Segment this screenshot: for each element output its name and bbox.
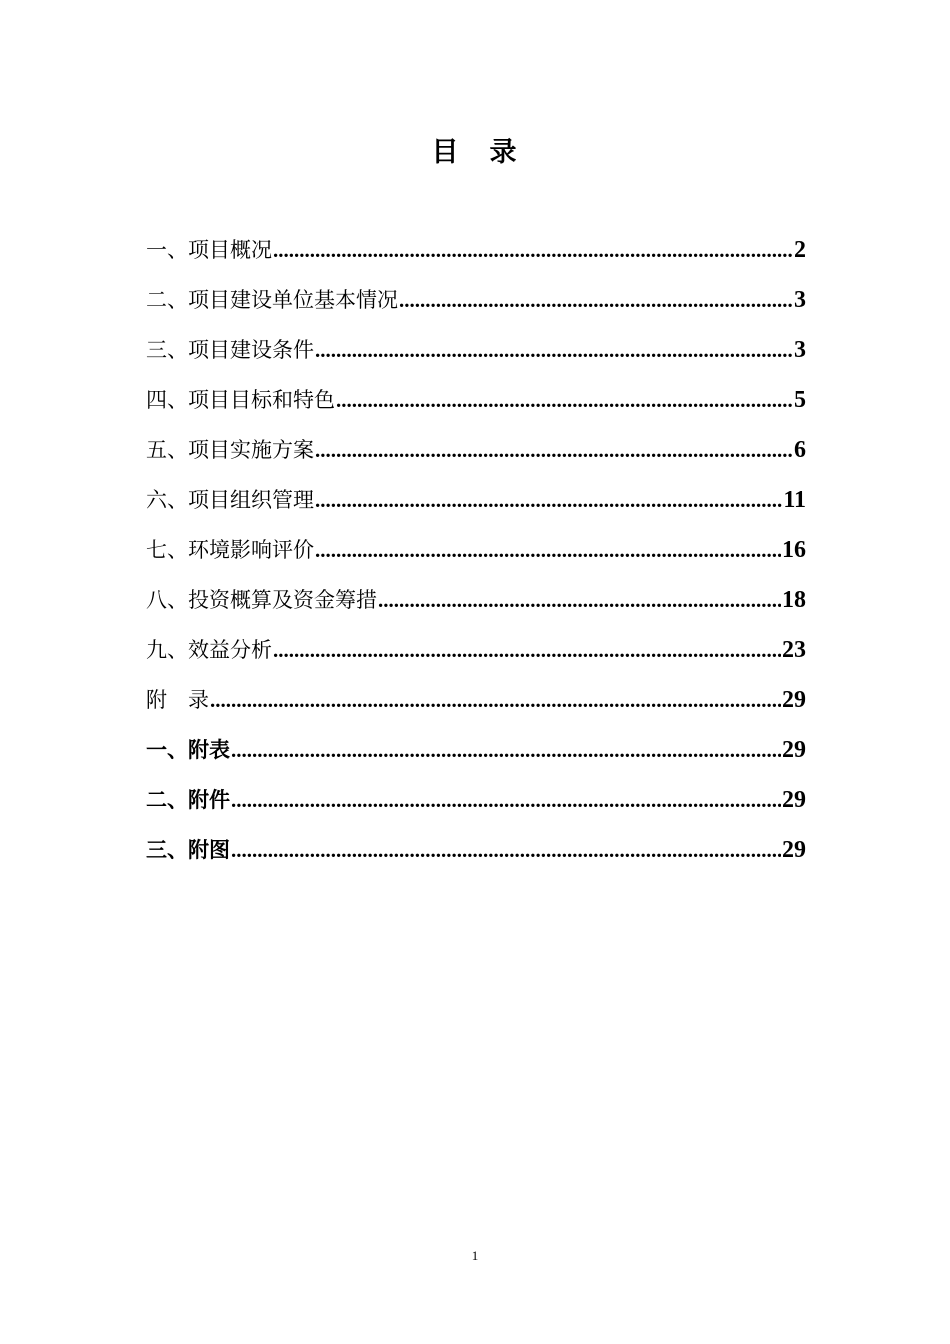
toc-entry-page: 29	[782, 687, 806, 713]
page-title: 目 录	[431, 137, 519, 168]
toc-entry-label: 三、附图	[146, 838, 230, 862]
toc-entry-label: 二、附件	[146, 788, 230, 812]
toc-entry-page: 3	[794, 287, 806, 313]
toc-dot-leader	[315, 432, 793, 468]
toc-entry-investment[interactable]	[146, 582, 806, 632]
toc-dot-leader	[315, 532, 781, 568]
toc-entry-page: 2	[794, 237, 806, 263]
toc-entry-label: 四、项目目标和特色	[146, 388, 335, 412]
toc-entry-label: 五、项目实施方案	[146, 438, 314, 462]
toc-entry-label: 三、项目建设条件	[146, 338, 314, 362]
table-of-contents	[146, 232, 806, 882]
toc-entry-page: 23	[782, 637, 806, 663]
toc-entry-environment[interactable]	[146, 532, 806, 582]
toc-entry-label: 九、效益分析	[146, 638, 272, 662]
toc-dot-leader	[231, 832, 781, 868]
toc-entry-attached-figures[interactable]	[146, 832, 806, 882]
toc-entry-attachments[interactable]	[146, 782, 806, 832]
toc-entry-appendix[interactable]	[146, 682, 806, 732]
toc-dot-leader	[336, 382, 793, 418]
toc-entry-page: 3	[794, 337, 806, 363]
toc-entry-management[interactable]	[146, 482, 806, 532]
toc-entry-label: 八、投资概算及资金筹措	[146, 588, 377, 612]
toc-entry-unit-info[interactable]	[146, 282, 806, 332]
toc-entry-page: 18	[782, 587, 806, 613]
toc-dot-leader	[399, 282, 793, 318]
toc-entry-label: 二、项目建设单位基本情况	[146, 288, 398, 312]
toc-entry-label: 一、项目概况	[146, 238, 272, 262]
toc-entry-attached-tables[interactable]	[146, 732, 806, 782]
toc-entry-label: 六、项目组织管理	[146, 488, 314, 512]
toc-dot-leader	[273, 632, 781, 668]
toc-dot-leader	[315, 332, 793, 368]
toc-dot-leader	[273, 232, 793, 268]
toc-entry-conditions[interactable]	[146, 332, 806, 382]
toc-entry-page: 11	[783, 487, 806, 513]
toc-entry-label: 七、环境影响评价	[146, 538, 314, 562]
toc-entry-page: 29	[782, 837, 806, 863]
toc-dot-leader	[210, 682, 781, 718]
toc-dot-leader	[231, 782, 781, 818]
page-number: 1	[471, 1248, 479, 1263]
toc-entry-overview[interactable]	[146, 232, 806, 282]
toc-dot-leader	[315, 482, 782, 518]
toc-entry-label: 一、附表	[146, 738, 230, 762]
toc-entry-implementation[interactable]	[146, 432, 806, 482]
toc-dot-leader	[231, 732, 781, 768]
toc-dot-leader	[378, 582, 781, 618]
toc-entry-label: 附 录	[146, 688, 209, 712]
toc-entry-goals[interactable]	[146, 382, 806, 432]
toc-entry-page: 29	[782, 737, 806, 763]
toc-entry-page: 6	[794, 437, 806, 463]
toc-entry-page: 16	[782, 537, 806, 563]
toc-entry-page: 5	[794, 387, 806, 413]
toc-entry-benefits[interactable]	[146, 632, 806, 682]
toc-entry-page: 29	[782, 787, 806, 813]
